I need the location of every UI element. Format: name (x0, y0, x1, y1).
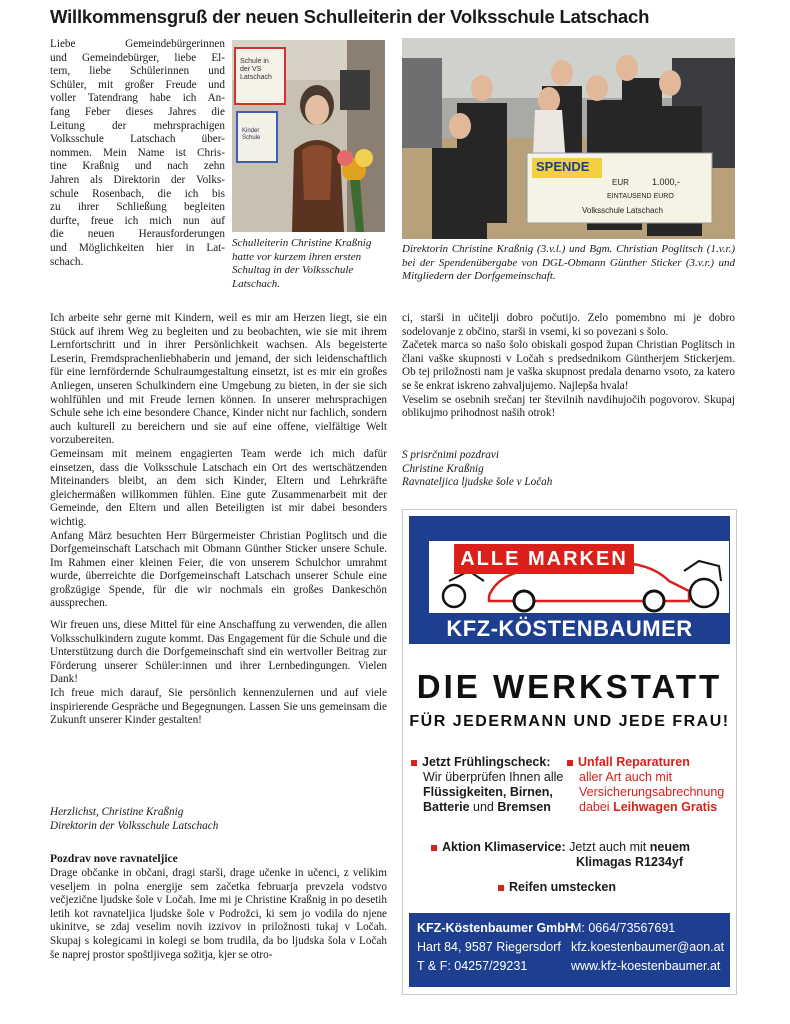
fruehling-bremsen: Bremsen (497, 800, 551, 814)
unfall-leihwagen: Leihwagen Gratis (613, 800, 718, 814)
ad-jedermann: FÜR JEDERMANN UND JEDE FRAU! (409, 713, 730, 730)
bullet-icon (431, 845, 437, 851)
ad-klimaservice (431, 840, 731, 870)
ad-unfall (567, 755, 733, 815)
intro-line: und Möglichkeiten hier in Lat- (50, 241, 225, 254)
intro-line: zu ihrer Schließung begleiten (50, 201, 225, 214)
signature-block-1 (50, 806, 387, 833)
fruehling-line2: Flüssigkeiten, Birnen, (423, 785, 553, 799)
slovene-heading: Pozdrav nove ravnateljice (50, 853, 178, 865)
column-paragraph: Ich arbeite sehr gerne mit Kindern, weil es mir am Herzen liegt, sie ein Stück auf ihrem Weg zu begleiten und zu beobachten, wie sie mit ihrem Lernfortschritt und in ihrer Persönlichkeit wachsen. Als begeisterte Leserin, Fremdsprachenliebhaberin und jemand, der sich leidenschaftlich für eine lernfördernde Schulraumgestaltung einsetzt, ist es mir ein großes Anliegen, unseren Schulkindern eine Umgebung zu bieten, in der sie sich wohlfühlen und mit Freude lernen können. In unserer mehrsprachigen Schule sehe ich eine besondere Chance, Kinder nicht nur fachlich, sondern auch kulturell zu bereichern und sie auf eine offene, vielfältige Welt vorzubereiten. (50, 312, 387, 447)
principal-photo-caption: Schulleiterin Christine Kraßnig hatte vor kurzem ihren ersten Schultag in der Volksschule Latschach. (232, 237, 372, 290)
ad-website[interactable]: www.kfz-koestenbaumer.at (571, 959, 721, 973)
ad-fruehlingscheck (411, 755, 571, 815)
slovene-greeting: S prisrčnimi pozdravi (402, 449, 499, 461)
intro-line: tern, liebe Schülerinnen und (50, 65, 225, 78)
intro-line: Volksschule Latschach über- (50, 133, 225, 146)
check-words: EINTAUSEND EURO (607, 193, 674, 200)
slovene-signature (402, 449, 735, 490)
intro-line: Liebe Gemeindebürgerinnen (50, 38, 225, 50)
intro-line: Schüler, mit großer Freude und (50, 78, 225, 91)
unfall-dabei: dabei (579, 800, 614, 814)
bullet-icon (411, 760, 417, 766)
photo1-sign-text: Schule in der VS Latschach (240, 58, 272, 81)
ad-brand: KFZ-KÖSTENBAUMER (446, 616, 693, 641)
reifen-text: Reifen umstecken (509, 880, 616, 894)
article-headline: Willkommensgruß der neuen Schulleiterin der Volksschule Latschach (50, 6, 650, 27)
bullet-icon (498, 885, 504, 891)
intro-line: nommen. Mein Name ist Chris- (50, 146, 225, 159)
column-paragraph: Gemeinsam mit meinem engagierten Team werde ich mich dafür einsetzen, dass die Volksschule Latschach ein Ort des wertschätzenden Miteinanders bleibt, an dem sich Kinder, Eltern und Lehrkräfte gleichermaßen willkommen fühlen. Eine gute Zusammenarbeit mit der Gemeinde, den Eltern und allen Beteiligten ist mir dabei besonders wichtig. (50, 447, 387, 528)
ad-email[interactable]: kfz.koestenbaumer@aon.at (571, 940, 725, 954)
slovene-text-col2 (402, 312, 735, 421)
check-school: Volksschule Latschach (582, 206, 663, 215)
column-paragraph: Ich freue mich darauf, Sie persönlich kennenzulernen und auf viele inspirierende Gespräche und Begegnungen. Lassen Sie uns gemeinsam die Zukunft unserer Kinder gestalten! (50, 687, 387, 727)
intro-text (50, 38, 225, 269)
article-column-1 (50, 312, 387, 728)
column-paragraph: Anfang März besuchten Herr Bürgermeister Christian Poglitsch und die Dorfgemeinschaft Latschach mit Obmann Günther Sticker unsere Schule. Im Rahmen einer kleinen Feier, die von unserem Schulchor umrahmt wurde, überreichte die Dorfgemeinschaft Latschach unserer Schule eine großzügige Spende, für die wir nochmals ein großes Dankeschön aussprechen. (50, 529, 387, 610)
bullet-icon (567, 760, 573, 766)
intro-line: voller Tatendrang habe ich An- (50, 92, 225, 105)
fruehling-batterie: Batterie (423, 800, 470, 814)
donation-photo (402, 38, 735, 239)
kfz-advertisement (402, 509, 737, 995)
klima-gas: Klimagas R1234yf (576, 855, 684, 869)
intro-line: tine Kraßnig und nach zehn (50, 160, 225, 173)
photo1-sign2-text: Kinder Schule (242, 128, 261, 141)
check-spende: SPENDE (536, 159, 590, 174)
klima-neuem: neuem (649, 840, 691, 854)
slovene-paragraph: ci, starši in učitelji dobro počutijo. Zelo pomembno mi je dobro sodelovanje z občino, starši in vsemi, ki so povezani s šolo. (402, 312, 735, 338)
ad-werkstatt: DIE WERKSTATT (416, 668, 723, 705)
fruehling-und: und (469, 800, 498, 814)
ad-address: Hart 84, 9587 Riegersdorf (417, 940, 561, 954)
intro-line: fang Feber dieses Jahres die (50, 105, 225, 118)
check-eur: EUR (612, 178, 629, 187)
ad-company: KFZ-Köstenbaumer GmbH (417, 921, 574, 935)
donation-photo-caption: Direktorin Christine Kraßnig (3.v.l.) und Bgm. Christian Poglitsch (1.v.r.) bei der Spendenübergabe von DGL-Obmann Günther Sticker (3.v.r.) und Mitgliedern der Dorfgemeinschaft. (402, 243, 735, 282)
fruehling-title: Jetzt Frühlingscheck: (422, 755, 551, 769)
ad-banner (409, 516, 730, 644)
ad-phone: T & F: 04257/29231 (417, 959, 528, 973)
ad-mobile: M: 0664/73567691 (571, 921, 676, 935)
unfall-line2: Versicherungsabrechnung (579, 785, 725, 799)
intro-line: Jahren als Direktorin der Volks- (50, 173, 225, 186)
klima-title: Aktion Klimaservice: (442, 840, 566, 854)
slovene-name: Christine Kraßnig (402, 462, 484, 475)
slovene-role: Ravnateljica ljudske šole v Ločah (402, 476, 553, 489)
fruehling-line1: Wir überprüfen Ihnen alle (423, 770, 564, 784)
intro-line: schach. (50, 255, 84, 268)
ad-reifen (498, 880, 698, 895)
intro-line: Leitung der mehrsprachigen (50, 119, 225, 132)
column-paragraph: Wir freuen uns, diese Mittel für eine Anschaffung zu verwenden, die allen Volksschulkindern zugute kommt. Das Engagement für die Schule und die Unterstützung durch die Dorfgemeinschaft sind ein wertvoller Beitrag zur Förderung unserer Schüler:innen und ihrer Lernbedingungen. Vielen Dank! (50, 619, 387, 686)
signature-greeting: Herzlichst, Christine Kraßnig (50, 806, 184, 818)
slovene-paragraph: Začetek marca so našo šolo obiskali gospod župan Christian Poglitsch in člani vaške skupnosti v Ločah s predsednikom Güntherjem Stickerjem. Ob tej priložnosti nam je vaška skupnost predala denarno vsoto, za katero se še enkrat iskreno zahvaljujemo. Najlepša hvala! (402, 339, 735, 392)
principal-photo (232, 40, 385, 232)
intro-line: und Gemeindebürger, liebe El- (50, 51, 225, 64)
signature-role: Direktorin der Volksschule Latschach (50, 819, 219, 832)
check-amount: 1.000,- (652, 177, 681, 187)
intro-line: schule Rosenbach, die ich bis (50, 187, 225, 200)
klima-text: Jetzt auch mit (569, 840, 650, 854)
unfall-title: Unfall Reparaturen (578, 755, 690, 769)
intro-line: durfte, freue ich mich nun auf (50, 214, 225, 227)
slovene-text-col1: Drage občanke in občani, dragi starši, drage učenke in učenci, z velikim veseljem in polna energije sem začetka februarja prevzela vodstvo večjezične ljudske šole v Ločah. Ime mi je Christine Kraßnig in po desetih letih kot ravnateljica ljudske šole v Podrožci, ki sem jo vodila do njene ukinitve, se zdaj veselim novih izzivov in priložnosti tukaj v Ločah. Skupaj s kolegicami in kolegi se bom trudila, da bo ljudska šola v Ločah še naprej prostor spoštljivega sožitja, kjer se otro- (50, 867, 387, 961)
slovene-paragraph: Veselim se osebnih srečanj ter številnih navdihujočih pogovorov. Skupaj oblikujmo prihodnost naših otrok! (402, 393, 735, 420)
ad-alle-marken: ALLE MARKEN (454, 544, 634, 574)
unfall-line1: aller Art auch mit (579, 770, 673, 784)
ad-contact-footer (409, 913, 730, 987)
intro-line: die neuen Herausforderungen (50, 228, 225, 241)
